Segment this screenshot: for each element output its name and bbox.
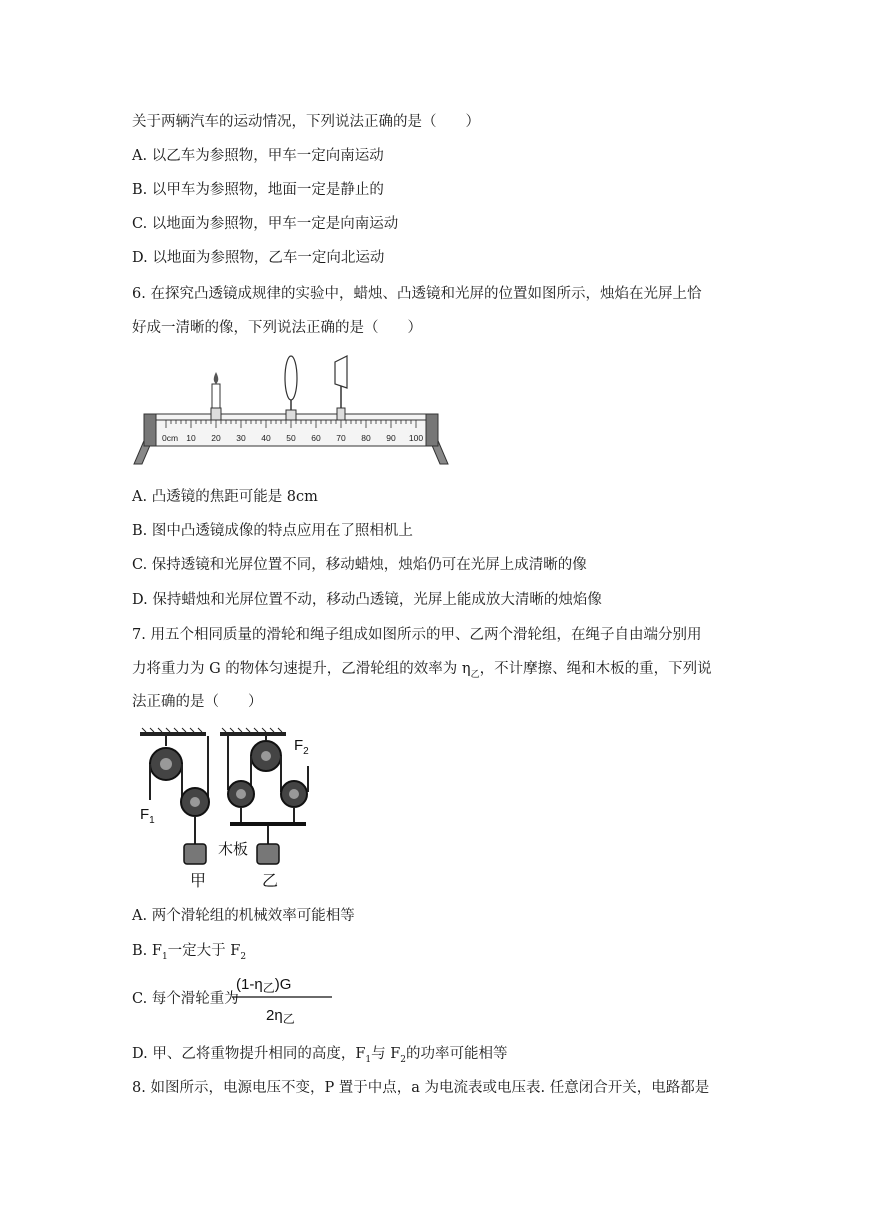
fraction-numerator: $(1-\eta_乙)G$	[236, 976, 292, 995]
light-screen	[335, 356, 347, 420]
label-board: 木板	[218, 840, 249, 858]
candle	[211, 372, 221, 420]
q7-option-d: D. 甲、乙将重物提升相同的高度，$F_1$与 $F_2$的功率可能相等	[132, 1046, 508, 1065]
ruler-label: 30	[236, 433, 246, 443]
ruler-label: 90	[386, 433, 396, 443]
fraction-denominator: $2\eta_乙$	[266, 1007, 295, 1026]
q6-stem-line1: 6. 在探究凸透镜成规律的实验中，蜡烛、凸透镜和光屏的位置如图所示，烛焰在光屏上恰	[132, 286, 702, 302]
q8-stem: 8. 如图所示，电源电压不变，P 置于中点，a 为电流表或电压表. 任意闭合开关，电路都是	[132, 1080, 710, 1096]
ruler-label: 60	[311, 433, 321, 443]
pulley-weight-fraction	[232, 970, 334, 1028]
candle-body	[212, 384, 220, 408]
q6-option-d: D. 保持蜡烛和光屏位置不动，移动凸透镜，光屏上能成放大清晰的烛焰像	[132, 592, 602, 608]
label-f2: $F_2$	[294, 737, 309, 757]
pulley-figure	[132, 726, 320, 892]
label-jia: 甲	[190, 871, 207, 890]
q7-stem-line2: 力将重力为 G 的物体匀速提升，乙滑轮组的效率为 $\eta_乙$，不计摩擦、绳和木板的重，下列说	[132, 661, 712, 680]
label-yi: 乙	[262, 871, 279, 890]
ruler-label: 20	[211, 433, 221, 443]
q5-option-b: B. 以甲车为参照物，地面一定是静止的	[132, 182, 384, 198]
q6-option-a: A. 凸透镜的焦距可能是 8cm	[132, 489, 318, 505]
q7-stem-line1: 7. 用五个相同质量的滑轮和绳子组成如图所示的甲、乙两个滑轮组，在绳子自由端分别用	[132, 627, 702, 643]
lens-holder	[286, 410, 296, 420]
ruler-label: 80	[361, 433, 371, 443]
q7-stem-line3: 法正确的是（ ）	[132, 694, 263, 710]
ceiling-right	[220, 728, 286, 736]
q5-stem: 关于两辆汽车的运动情况，下列说法正确的是（ ）	[132, 114, 480, 130]
q6-stem-line2: 好成一清晰的像，下列说法正确的是（ ）	[132, 320, 422, 336]
weight-yi	[257, 844, 279, 864]
q7-option-b: B. $F_1$一定大于 $F_2$	[132, 943, 247, 962]
bench-left-end	[144, 414, 156, 446]
q6-option-c: C. 保持透镜和光屏位置不同，移动蜡烛，烛焰仍可在光屏上成清晰的像	[132, 557, 587, 573]
q7-option-a: A. 两个滑轮组的机械效率可能相等	[132, 908, 355, 924]
q5-option-d: D. 以地面为参照物，乙车一定向北运动	[132, 250, 385, 266]
ruler-label: 0cm	[161, 433, 179, 443]
wooden-board	[230, 822, 306, 826]
lens-glass	[285, 356, 297, 400]
q5-option-c: C. 以地面为参照物，甲车一定是向南运动	[132, 216, 399, 232]
ruler-label: 70	[336, 433, 346, 443]
q7-option-c: C. 每个滑轮重为	[132, 991, 239, 1007]
weight-jia	[184, 844, 206, 864]
q6-option-b: B. 图中凸透镜成像的特点应用在了照相机上	[132, 523, 413, 539]
screen-panel	[335, 356, 347, 388]
bench-right-end	[426, 414, 438, 446]
ruler-label: 10	[186, 433, 196, 443]
label-f1: $F_1$	[140, 806, 155, 826]
ruler-label: 50	[286, 433, 296, 443]
q5-option-a: A. 以乙车为参照物，甲车一定向南运动	[132, 148, 384, 164]
ruler-label: 40	[261, 433, 271, 443]
optical-bench-figure	[132, 350, 450, 468]
convex-lens	[285, 356, 297, 420]
screen-holder	[337, 408, 345, 420]
ruler-label: 100	[408, 433, 424, 443]
candle-flame	[214, 372, 219, 384]
ceiling-left	[140, 728, 206, 736]
candle-holder	[211, 408, 221, 420]
